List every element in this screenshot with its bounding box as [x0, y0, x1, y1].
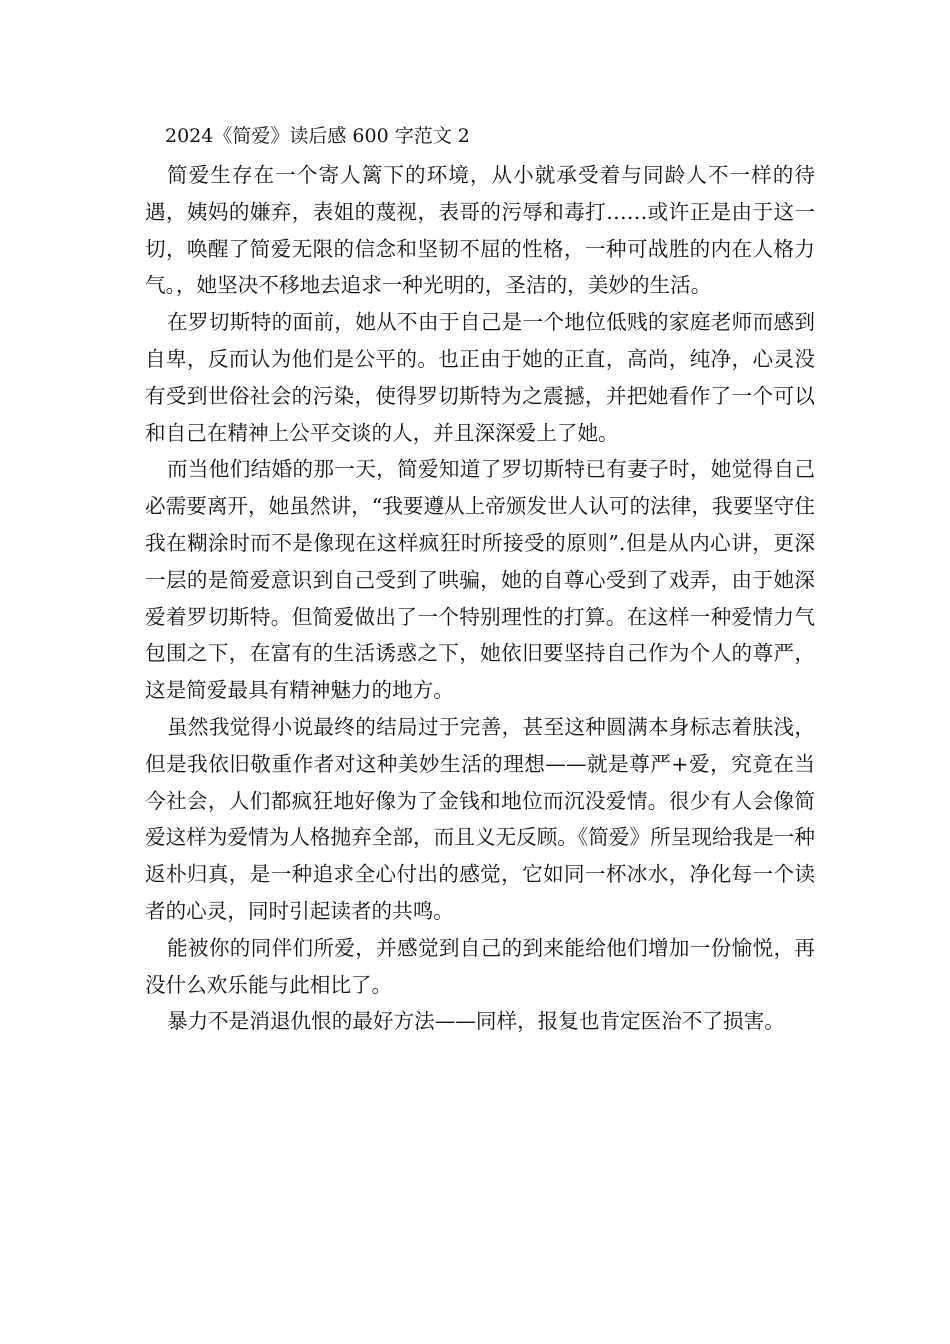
paragraph: 而当他们结婚的那一天，简爱知道了罗切斯特已有妻子时，她觉得自己必需要离开，她虽然讲，“我要遵从上帝颁发世人认可的法律，我要坚守住我在糊涂时而不是像现在这样疯狂时所接受的原则”.但是从内心讲，更深一层的是简爱意识到自己受到了哄骗，她的自尊心受到了戏弄，由于她深爱着罗切斯特。但简爱做出了一个特别理性的打算。在这样一种爱情力气包围之下，在富有的生活诱惑之下，她依旧要坚持自己作为个人的尊严，这是简爱最具有精神魅力的地方。 [145, 457, 815, 703]
paragraph: 简爱生存在一个寄人篱下的环境，从小就承受着与同龄人不一样的待遇，姨妈的嫌弃，表姐的蔑视，表哥的污辱和毒打……或许正是由于这一切，唤醒了简爱无限的信念和坚韧不屈的性格，一种可战胜的内在人格力气。，她坚决不移地去追求一种光明的，圣洁的，美妙的生活。 [145, 163, 815, 298]
paragraph: 在罗切斯特的面前，她从不由于自己是一个地位低贱的家庭老师而感到自卑，反而认为他们是公平的。也正由于她的正直，高尚，纯净，心灵没有受到世俗社会的污染，使得罗切斯特为之震撼，并把她看作了一个可以和自己在精神上公平交谈的人，并且深深爱上了她。 [145, 310, 815, 445]
document-title: 2024《简爱》读后感 600 字范文 2 [165, 125, 470, 147]
paragraph: 暴力不是消退仇恨的最好方法——同样，报复也肯定医治不了损害。 [167, 1009, 785, 1034]
paragraph: 能被你的同伴们所爱，并感觉到自己的到来能给他们增加一份愉悦，再没什么欢乐能与此相比了。 [145, 935, 815, 997]
document-body [145, 157, 815, 1040]
paragraph: 虽然我觉得小说最终的结局过于完善，甚至这种圆满本身标志着肤浅，但是我依旧敬重作者对这种美妙生活的理想——就是尊严+爱，究竟在当今社会，人们都疯狂地好像为了金钱和地位而沉没爱情。很少有人会像简爱这样为爱情为人格抛弃全部，而且义无反顾。《简爱》所呈现给我是一种返朴归真，是一种追求全心付出的感觉，它如同一杯冰水，净化每一个读者的心灵，同时引起读者的共鸣。 [145, 714, 815, 923]
